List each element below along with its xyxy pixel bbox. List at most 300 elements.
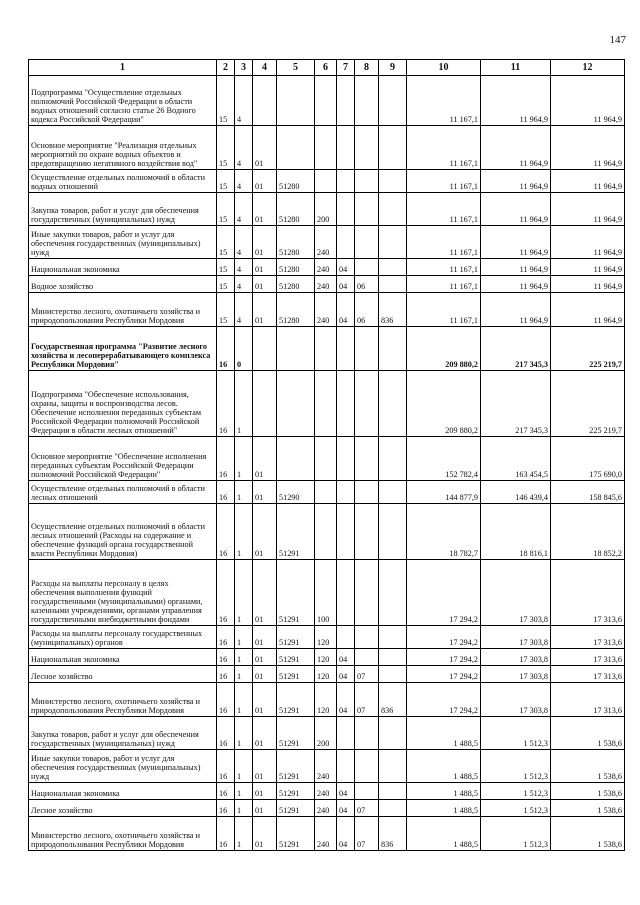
table-row: [29, 170, 625, 193]
expense-type-cell: [315, 126, 337, 170]
table-row: [29, 327, 625, 371]
section-code-cell: 04: [337, 783, 355, 800]
amount-col10-cell: 17 294,2: [407, 666, 481, 683]
section-code-cell: 04: [337, 649, 355, 666]
row-name-cell: Расходы на выплаты персоналу в целях обеспечения выполнения функций государственными (муниципальными) органами, казенными учреждениями, органами управления государственными внебюджетными фондами: [29, 560, 217, 626]
direction-code-cell: 51291: [277, 683, 315, 717]
amount-col12-cell: 1 538,6: [551, 783, 625, 800]
program-code-cell: 16: [217, 750, 235, 783]
direction-code-cell: 51291: [277, 717, 315, 750]
ministry-code-cell: [379, 750, 407, 783]
section-code-cell: [337, 76, 355, 126]
program-code-cell: 15: [217, 259, 235, 276]
subprogram-code-cell: 1: [235, 800, 253, 817]
amount-col11-cell: 163 454,5: [481, 437, 551, 481]
program-code-cell: 16: [217, 717, 235, 750]
amount-col11-cell: 217 345,3: [481, 327, 551, 371]
page-number: 147: [609, 34, 626, 46]
column-header: 5: [277, 60, 315, 76]
amount-col11-cell: 17 303,8: [481, 649, 551, 666]
subsection-code-cell: [355, 783, 379, 800]
row-name-cell: Министерство лесного, охотничьего хозяйства и природопользования Республики Мордовия: [29, 293, 217, 327]
amount-col11-cell: 11 964,9: [481, 276, 551, 293]
section-code-cell: [337, 170, 355, 193]
amount-col12-cell: 158 845,6: [551, 481, 625, 504]
amount-col10-cell: 11 167,1: [407, 293, 481, 327]
subprogram-code-cell: 4: [235, 293, 253, 327]
section-code-cell: [337, 626, 355, 649]
activity-code-cell: 01: [253, 683, 277, 717]
program-code-cell: 15: [217, 293, 235, 327]
amount-col11-cell: 1 512,3: [481, 800, 551, 817]
direction-code-cell: 51280: [277, 226, 315, 259]
subprogram-code-cell: 1: [235, 750, 253, 783]
expense-type-cell: 240: [315, 226, 337, 259]
amount-col12-cell: 11 964,9: [551, 276, 625, 293]
activity-code-cell: 01: [253, 560, 277, 626]
amount-col10-cell: 17 294,2: [407, 649, 481, 666]
activity-code-cell: 01: [253, 750, 277, 783]
amount-col11-cell: 146 439,4: [481, 481, 551, 504]
amount-col10-cell: 17 294,2: [407, 560, 481, 626]
expense-type-cell: [315, 327, 337, 371]
amount-col10-cell: 11 167,1: [407, 193, 481, 226]
expense-type-cell: [315, 437, 337, 481]
row-name-cell: Национальная экономика: [29, 649, 217, 666]
subsection-code-cell: 07: [355, 817, 379, 851]
subsection-code-cell: [355, 170, 379, 193]
table-row: [29, 817, 625, 851]
direction-code-cell: 51291: [277, 626, 315, 649]
section-code-cell: 04: [337, 276, 355, 293]
table-row: [29, 626, 625, 649]
activity-code-cell: 01: [253, 504, 277, 560]
amount-col11-cell: 11 964,9: [481, 259, 551, 276]
program-code-cell: 15: [217, 126, 235, 170]
expense-type-cell: 240: [315, 293, 337, 327]
table-row: [29, 683, 625, 717]
amount-col11-cell: 1 512,3: [481, 717, 551, 750]
ministry-code-cell: [379, 626, 407, 649]
amount-col10-cell: 209 880,2: [407, 371, 481, 437]
table-row: [29, 666, 625, 683]
amount-col12-cell: 1 538,6: [551, 800, 625, 817]
subsection-code-cell: [355, 76, 379, 126]
program-code-cell: 16: [217, 817, 235, 851]
section-code-cell: [337, 717, 355, 750]
row-name-cell: Осуществление отдельных полномочий в области водных отношений: [29, 170, 217, 193]
activity-code-cell: [253, 371, 277, 437]
amount-col11-cell: 11 964,9: [481, 193, 551, 226]
row-name-cell: Осуществление отдельных полномочий в области лесных отношений (Расходы на содержание и обеспечение функций органа государственной власти Республики Мордовия): [29, 504, 217, 560]
amount-col10-cell: 1 488,5: [407, 783, 481, 800]
amount-col10-cell: 11 167,1: [407, 276, 481, 293]
amount-col10-cell: 1 488,5: [407, 800, 481, 817]
section-code-cell: [337, 560, 355, 626]
amount-col11-cell: 11 964,9: [481, 126, 551, 170]
program-code-cell: 16: [217, 800, 235, 817]
section-code-cell: [337, 327, 355, 371]
section-code-cell: 04: [337, 259, 355, 276]
column-header: 2: [217, 60, 235, 76]
budget-table: [28, 59, 625, 851]
expense-type-cell: 120: [315, 649, 337, 666]
program-code-cell: 16: [217, 504, 235, 560]
subprogram-code-cell: 0: [235, 327, 253, 371]
subsection-code-cell: 06: [355, 293, 379, 327]
direction-code-cell: 51291: [277, 560, 315, 626]
amount-col12-cell: 225 219,7: [551, 371, 625, 437]
row-name-cell: Осуществление отдельных полномочий в области лесных отношений: [29, 481, 217, 504]
column-header: 10: [407, 60, 481, 76]
activity-code-cell: 01: [253, 649, 277, 666]
amount-col10-cell: 1 488,5: [407, 817, 481, 851]
activity-code-cell: 01: [253, 126, 277, 170]
direction-code-cell: 51290: [277, 481, 315, 504]
subsection-code-cell: 06: [355, 276, 379, 293]
amount-col11-cell: 11 964,9: [481, 170, 551, 193]
expense-type-cell: 240: [315, 800, 337, 817]
ministry-code-cell: [379, 437, 407, 481]
activity-code-cell: 01: [253, 293, 277, 327]
column-header: 3: [235, 60, 253, 76]
ministry-code-cell: [379, 327, 407, 371]
table-row: [29, 276, 625, 293]
expense-type-cell: 120: [315, 626, 337, 649]
row-name-cell: Иные закупки товаров, работ и услуг для обеспечения государственных (муниципальных) нужд: [29, 750, 217, 783]
expense-type-cell: 240: [315, 259, 337, 276]
section-code-cell: 04: [337, 817, 355, 851]
direction-code-cell: 51291: [277, 800, 315, 817]
activity-code-cell: 01: [253, 276, 277, 293]
subprogram-code-cell: 1: [235, 717, 253, 750]
subprogram-code-cell: 1: [235, 783, 253, 800]
ministry-code-cell: [379, 649, 407, 666]
program-code-cell: 16: [217, 649, 235, 666]
subsection-code-cell: [355, 626, 379, 649]
amount-col12-cell: 17 313,6: [551, 666, 625, 683]
column-header: 9: [379, 60, 407, 76]
program-code-cell: 16: [217, 481, 235, 504]
subsection-code-cell: [355, 126, 379, 170]
table-header-row: [29, 60, 625, 76]
section-code-cell: [337, 504, 355, 560]
section-code-cell: 04: [337, 683, 355, 717]
subprogram-code-cell: 1: [235, 683, 253, 717]
amount-col10-cell: 17 294,2: [407, 683, 481, 717]
amount-col11-cell: 18 816,1: [481, 504, 551, 560]
direction-code-cell: [277, 437, 315, 481]
ministry-code-cell: 836: [379, 683, 407, 717]
amount-col11-cell: 11 964,9: [481, 76, 551, 126]
amount-col12-cell: 17 313,6: [551, 683, 625, 717]
program-code-cell: 16: [217, 626, 235, 649]
ministry-code-cell: [379, 226, 407, 259]
amount-col10-cell: 209 880,2: [407, 327, 481, 371]
expense-type-cell: 200: [315, 193, 337, 226]
amount-col11-cell: 1 512,3: [481, 783, 551, 800]
subprogram-code-cell: 1: [235, 504, 253, 560]
subprogram-code-cell: 4: [235, 276, 253, 293]
program-code-cell: 16: [217, 666, 235, 683]
table-row: [29, 481, 625, 504]
subsection-code-cell: [355, 560, 379, 626]
expense-type-cell: [315, 504, 337, 560]
table-row: [29, 560, 625, 626]
amount-col11-cell: 17 303,8: [481, 666, 551, 683]
table-row: [29, 76, 625, 126]
section-code-cell: [337, 371, 355, 437]
direction-code-cell: 51291: [277, 783, 315, 800]
activity-code-cell: 01: [253, 626, 277, 649]
row-name-cell: Подпрограмма "Обеспечение использования, охраны, защиты и воспроизводства лесов. Обеспечение исполнения переданных субъектам Российской Федерации полномочий Российской Федерации в области лесных отношений": [29, 371, 217, 437]
ministry-code-cell: [379, 76, 407, 126]
direction-code-cell: 51291: [277, 817, 315, 851]
amount-col12-cell: 17 313,6: [551, 649, 625, 666]
ministry-code-cell: [379, 259, 407, 276]
direction-code-cell: 51291: [277, 504, 315, 560]
row-name-cell: Закупка товаров, работ и услуг для обеспечения государственных (муниципальных) нужд: [29, 717, 217, 750]
program-code-cell: 16: [217, 327, 235, 371]
program-code-cell: 15: [217, 76, 235, 126]
table-row: [29, 293, 625, 327]
amount-col12-cell: 11 964,9: [551, 126, 625, 170]
ministry-code-cell: [379, 481, 407, 504]
amount-col11-cell: 17 303,8: [481, 560, 551, 626]
ministry-code-cell: [379, 560, 407, 626]
amount-col12-cell: 17 313,6: [551, 626, 625, 649]
direction-code-cell: 51280: [277, 170, 315, 193]
table-row: [29, 649, 625, 666]
direction-code-cell: [277, 126, 315, 170]
program-code-cell: 15: [217, 193, 235, 226]
activity-code-cell: [253, 327, 277, 371]
ministry-code-cell: [379, 800, 407, 817]
subsection-code-cell: [355, 327, 379, 371]
direction-code-cell: 51280: [277, 276, 315, 293]
amount-col10-cell: 11 167,1: [407, 170, 481, 193]
table-row: [29, 226, 625, 259]
activity-code-cell: 01: [253, 437, 277, 481]
amount-col10-cell: 18 782,7: [407, 504, 481, 560]
activity-code-cell: 01: [253, 170, 277, 193]
section-code-cell: [337, 481, 355, 504]
amount-col11-cell: 1 512,3: [481, 750, 551, 783]
ministry-code-cell: [379, 504, 407, 560]
row-name-cell: Расходы на выплаты персоналу государственных (муниципальных) органов: [29, 626, 217, 649]
amount-col11-cell: 17 303,8: [481, 626, 551, 649]
expense-type-cell: 200: [315, 717, 337, 750]
subsection-code-cell: [355, 371, 379, 437]
amount-col12-cell: 11 964,9: [551, 76, 625, 126]
amount-col12-cell: 175 690,0: [551, 437, 625, 481]
amount-col12-cell: 11 964,9: [551, 259, 625, 276]
amount-col11-cell: 11 964,9: [481, 293, 551, 327]
subprogram-code-cell: 4: [235, 193, 253, 226]
section-code-cell: [337, 750, 355, 783]
activity-code-cell: 01: [253, 800, 277, 817]
row-name-cell: Министерство лесного, охотничьего хозяйства и природопользования Республики Мордовия: [29, 683, 217, 717]
table-body: [29, 76, 625, 851]
row-name-cell: Национальная экономика: [29, 783, 217, 800]
direction-code-cell: 51280: [277, 193, 315, 226]
section-code-cell: 04: [337, 800, 355, 817]
table-row: [29, 717, 625, 750]
amount-col12-cell: 18 852,2: [551, 504, 625, 560]
direction-code-cell: [277, 76, 315, 126]
section-code-cell: [337, 126, 355, 170]
expense-type-cell: 120: [315, 683, 337, 717]
direction-code-cell: [277, 327, 315, 371]
amount-col10-cell: 1 488,5: [407, 717, 481, 750]
table-row: [29, 371, 625, 437]
amount-col12-cell: 11 964,9: [551, 226, 625, 259]
expense-type-cell: 100: [315, 560, 337, 626]
amount-col12-cell: 11 964,9: [551, 293, 625, 327]
ministry-code-cell: 836: [379, 817, 407, 851]
row-name-cell: Лесное хозяйство: [29, 666, 217, 683]
subprogram-code-cell: 4: [235, 126, 253, 170]
expense-type-cell: [315, 170, 337, 193]
subprogram-code-cell: 1: [235, 666, 253, 683]
amount-col12-cell: 11 964,9: [551, 193, 625, 226]
amount-col10-cell: 144 877,9: [407, 481, 481, 504]
row-name-cell: Иные закупки товаров, работ и услуг для обеспечения государственных (муниципальных) нужд: [29, 226, 217, 259]
section-code-cell: [337, 226, 355, 259]
expense-type-cell: [315, 481, 337, 504]
program-code-cell: 15: [217, 170, 235, 193]
subsection-code-cell: [355, 193, 379, 226]
table-row: [29, 437, 625, 481]
direction-code-cell: 51291: [277, 750, 315, 783]
program-code-cell: 16: [217, 683, 235, 717]
amount-col12-cell: 1 538,6: [551, 717, 625, 750]
amount-col12-cell: 225 219,7: [551, 327, 625, 371]
subsection-code-cell: 07: [355, 683, 379, 717]
table-row: [29, 504, 625, 560]
subprogram-code-cell: 1: [235, 437, 253, 481]
section-code-cell: [337, 193, 355, 226]
subsection-code-cell: [355, 750, 379, 783]
subprogram-code-cell: 4: [235, 170, 253, 193]
section-code-cell: [337, 437, 355, 481]
subsection-code-cell: 07: [355, 800, 379, 817]
subsection-code-cell: [355, 717, 379, 750]
direction-code-cell: 51291: [277, 649, 315, 666]
subsection-code-cell: [355, 226, 379, 259]
table-row: [29, 800, 625, 817]
expense-type-cell: 240: [315, 783, 337, 800]
amount-col12-cell: 1 538,6: [551, 750, 625, 783]
table-row: [29, 259, 625, 276]
expense-type-cell: 120: [315, 666, 337, 683]
expense-type-cell: [315, 371, 337, 437]
amount-col10-cell: 11 167,1: [407, 259, 481, 276]
ministry-code-cell: [379, 193, 407, 226]
subprogram-code-cell: 4: [235, 76, 253, 126]
row-name-cell: Основное мероприятие "Реализация отдельных мероприятий по охране водных объектов и предотвращению негативного воздействия вод": [29, 126, 217, 170]
section-code-cell: 04: [337, 666, 355, 683]
column-header: 4: [253, 60, 277, 76]
direction-code-cell: [277, 371, 315, 437]
expense-type-cell: 240: [315, 750, 337, 783]
activity-code-cell: 01: [253, 783, 277, 800]
amount-col11-cell: 1 512,3: [481, 817, 551, 851]
program-code-cell: 16: [217, 371, 235, 437]
row-name-cell: Национальная экономика: [29, 259, 217, 276]
expense-type-cell: 240: [315, 817, 337, 851]
column-header: 6: [315, 60, 337, 76]
subprogram-code-cell: 1: [235, 560, 253, 626]
row-name-cell: Закупка товаров, работ и услуг для обеспечения государственных (муниципальных) нужд: [29, 193, 217, 226]
row-name-cell: Водное хозяйство: [29, 276, 217, 293]
amount-col12-cell: 1 538,6: [551, 817, 625, 851]
amount-col11-cell: 17 303,8: [481, 683, 551, 717]
amount-col10-cell: 11 167,1: [407, 126, 481, 170]
row-name-cell: Подпрограмма "Осуществление отдельных полномочий Российской Федерации в области водных отношений согласно статье 26 Водного кодекса Российской Федерации": [29, 76, 217, 126]
table-row: [29, 783, 625, 800]
amount-col12-cell: 17 313,6: [551, 560, 625, 626]
ministry-code-cell: [379, 666, 407, 683]
direction-code-cell: 51291: [277, 666, 315, 683]
subprogram-code-cell: 1: [235, 626, 253, 649]
table-row: [29, 126, 625, 170]
subsection-code-cell: [355, 649, 379, 666]
amount-col10-cell: 152 782,4: [407, 437, 481, 481]
program-code-cell: 15: [217, 276, 235, 293]
ministry-code-cell: [379, 371, 407, 437]
direction-code-cell: 51280: [277, 259, 315, 276]
expense-type-cell: 240: [315, 276, 337, 293]
subprogram-code-cell: 1: [235, 371, 253, 437]
activity-code-cell: 01: [253, 717, 277, 750]
amount-col11-cell: 217 345,3: [481, 371, 551, 437]
section-code-cell: 04: [337, 293, 355, 327]
ministry-code-cell: [379, 783, 407, 800]
subprogram-code-cell: 4: [235, 259, 253, 276]
activity-code-cell: [253, 76, 277, 126]
subsection-code-cell: [355, 481, 379, 504]
ministry-code-cell: [379, 126, 407, 170]
program-code-cell: 16: [217, 560, 235, 626]
row-name-cell: Государственная программа "Развитие лесного хозяйства и лесоперерабатывающего комплекса Республики Мордовия": [29, 327, 217, 371]
activity-code-cell: 01: [253, 193, 277, 226]
subsection-code-cell: [355, 437, 379, 481]
subprogram-code-cell: 4: [235, 226, 253, 259]
activity-code-cell: 01: [253, 666, 277, 683]
subsection-code-cell: [355, 259, 379, 276]
subsection-code-cell: 07: [355, 666, 379, 683]
amount-col10-cell: 11 167,1: [407, 76, 481, 126]
table-row: [29, 750, 625, 783]
program-code-cell: 16: [217, 783, 235, 800]
column-header: 7: [337, 60, 355, 76]
amount-col12-cell: 11 964,9: [551, 170, 625, 193]
activity-code-cell: 01: [253, 481, 277, 504]
row-name-cell: Основное мероприятие "Обеспечение исполнения переданных субъектам Российской Федерации полномочий Российской Федерации": [29, 437, 217, 481]
expense-type-cell: [315, 76, 337, 126]
program-code-cell: 15: [217, 226, 235, 259]
column-header: 8: [355, 60, 379, 76]
program-code-cell: 16: [217, 437, 235, 481]
ministry-code-cell: [379, 276, 407, 293]
subprogram-code-cell: 1: [235, 817, 253, 851]
subprogram-code-cell: 1: [235, 649, 253, 666]
activity-code-cell: 01: [253, 817, 277, 851]
ministry-code-cell: [379, 717, 407, 750]
ministry-code-cell: 836: [379, 293, 407, 327]
row-name-cell: Министерство лесного, охотничьего хозяйства и природопользования Республики Мордовия: [29, 817, 217, 851]
